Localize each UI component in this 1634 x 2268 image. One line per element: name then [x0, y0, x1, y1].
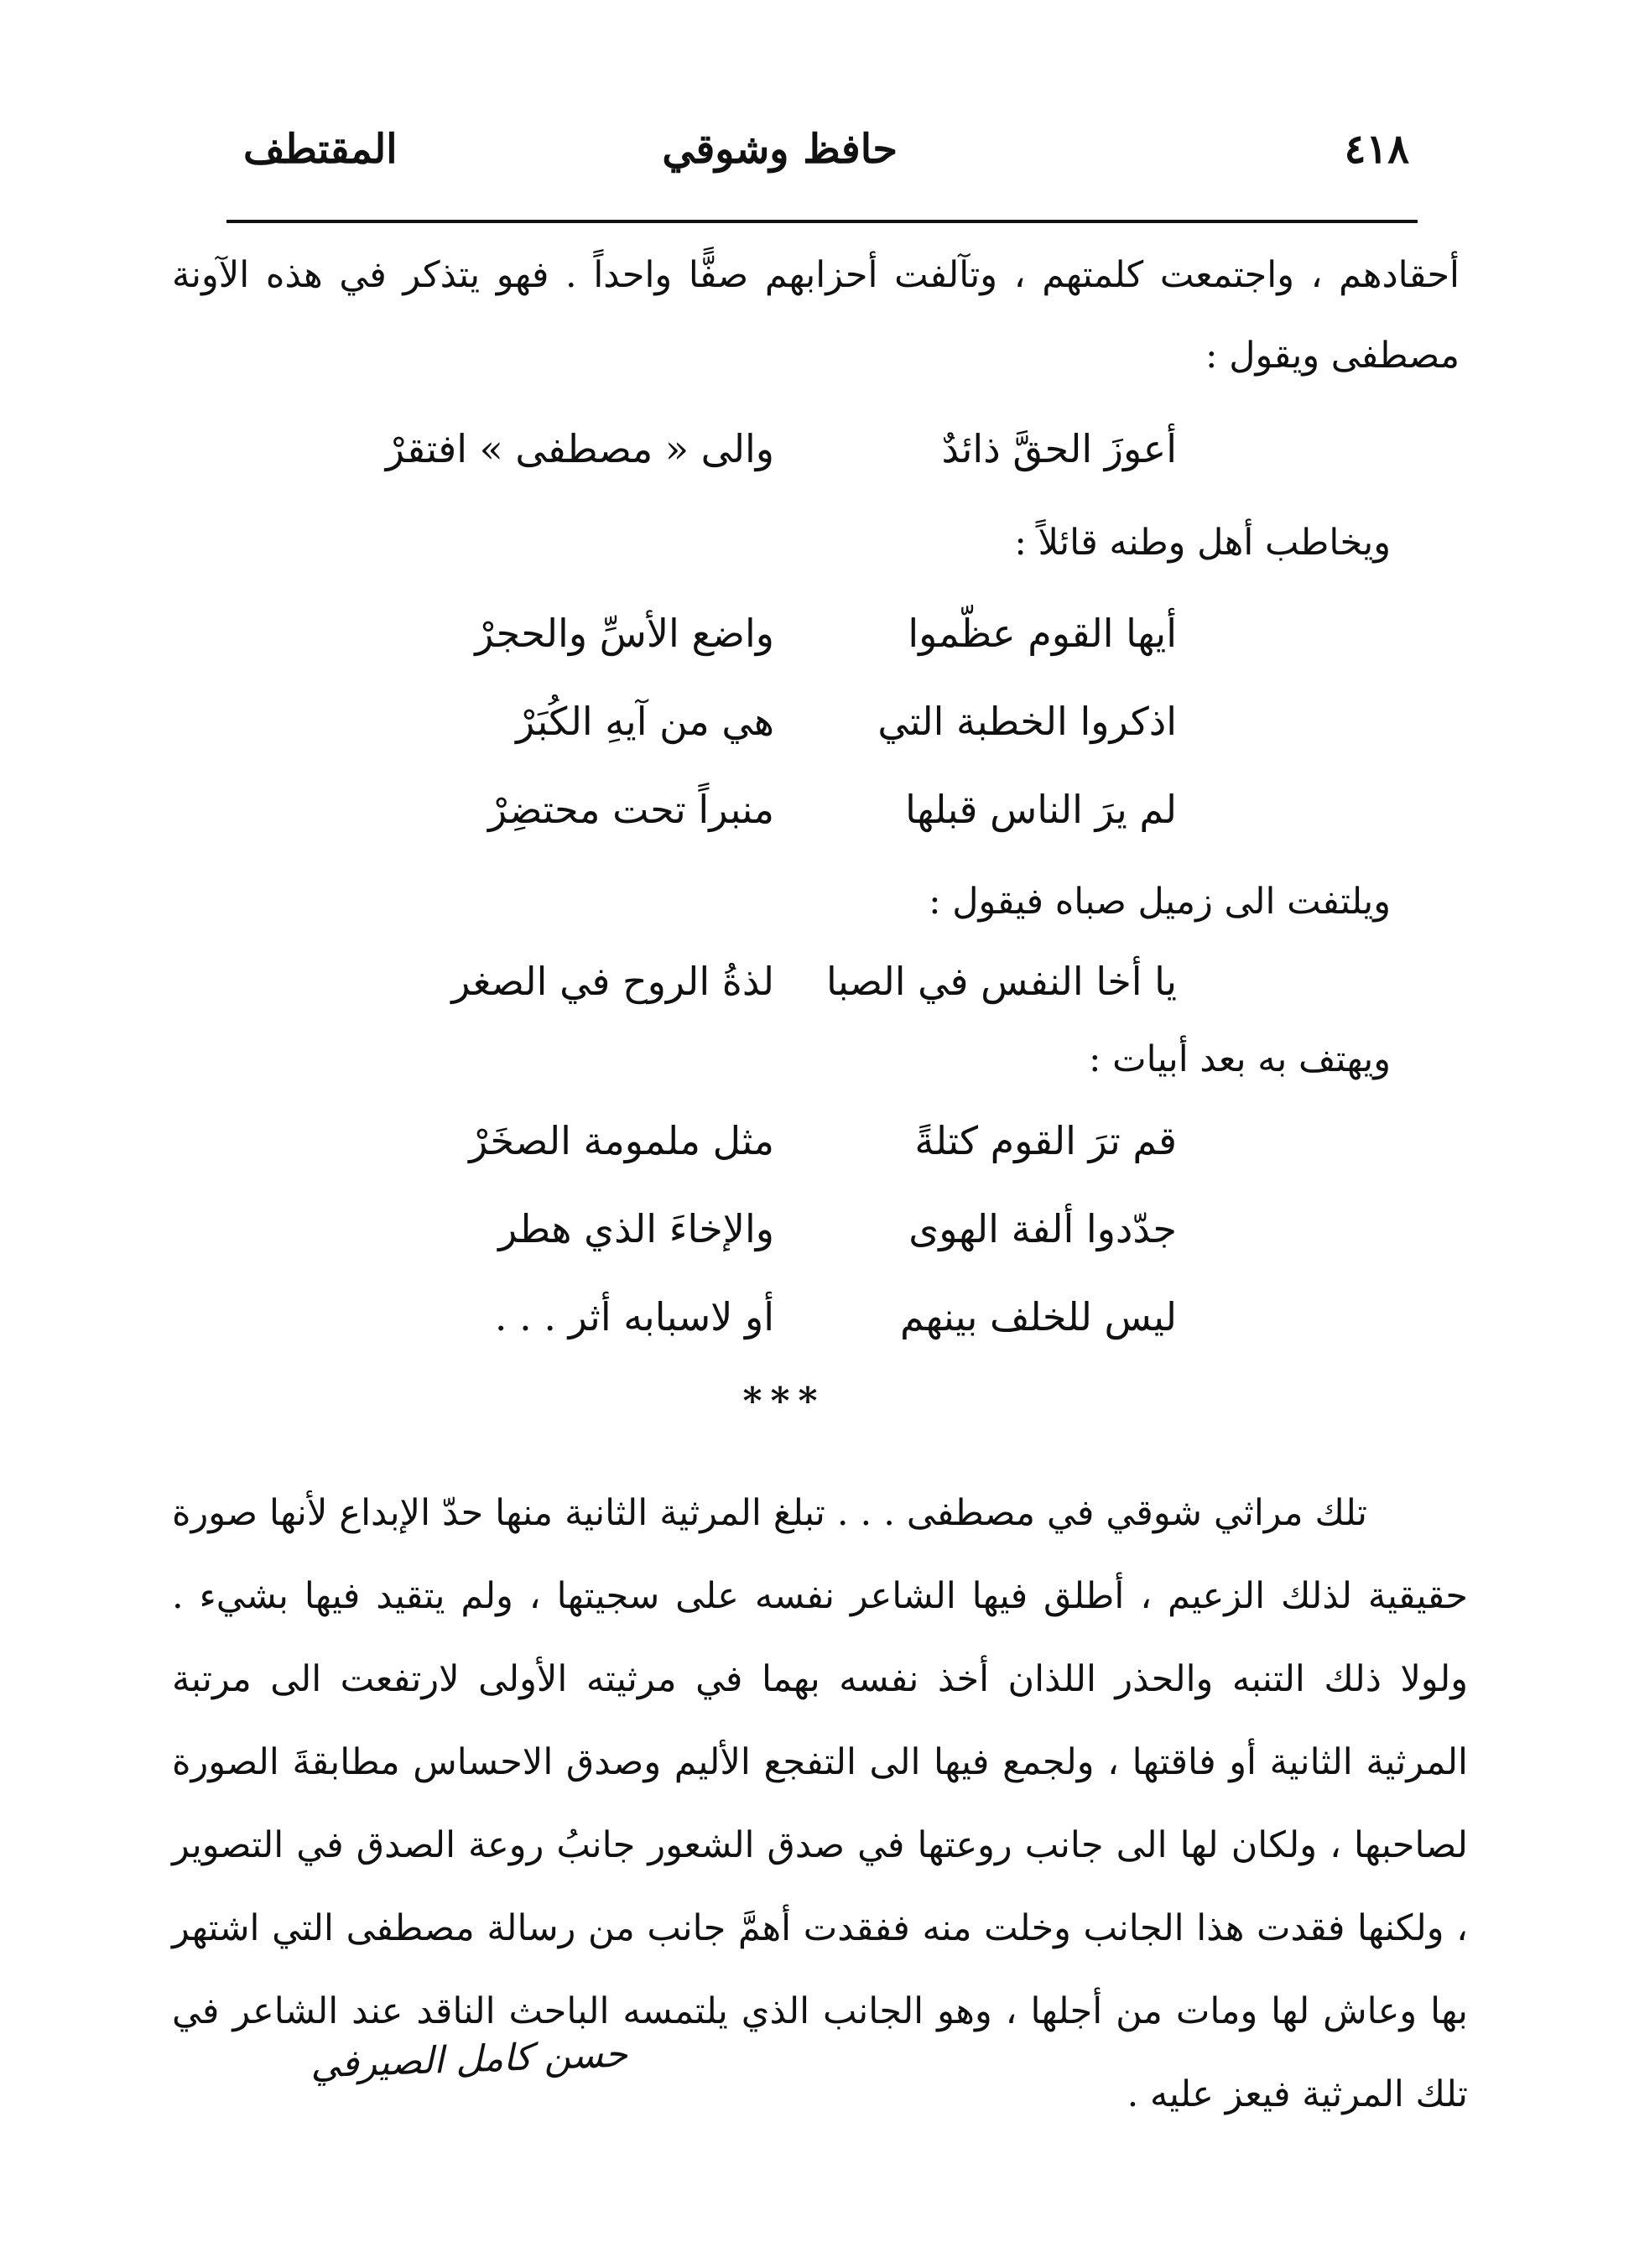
verse-hemistich-first: جدّدوا ألفة الهوى: [908, 1206, 1177, 1251]
header-rule: [226, 220, 1418, 223]
verse-intro: ويهتف به بعد أبيات :: [1089, 1038, 1391, 1080]
verse-line: [439, 600, 1177, 667]
verse-line: [385, 415, 1177, 482]
verse-intro: ويخاطب أهل وطنه قائلاً :: [1014, 522, 1391, 564]
verse-hemistich-first: قم ترَ القوم كتلةً: [914, 1118, 1177, 1163]
verse-hemistich-second: مثل ملمومة الصخَرْ: [469, 1118, 774, 1163]
verse-intro: ويلتفت الى زميل صباه فيقول :: [929, 881, 1391, 923]
verse-hemistich-first: ليس للخلف بينهم: [900, 1294, 1177, 1339]
verse-hemistich-first: يا أخا النفس في الصبا: [825, 959, 1177, 1004]
page-header: [226, 126, 1409, 185]
verse-hemistich-second: أو لاسبابه أثر . . .: [494, 1294, 774, 1339]
paragraph-body-text: تلك مراثي شوقي في مصطفى . . . تبلغ المرثية الثانية منها حدّ الإبداع لأنها صورة حقيقية لذلك الزعيم ، أطلق فيها الشاعر نفسه على سجيتها ، ولم يتقيد فيها بشيء . ولولا ذلك التنبه والحذر اللذان أخذ نفسه بهما في مرثيته الأولى لارتفعت الى مرتبة المرثية الثانية أو فاقتها ، ولجمع فيها الى التفجع الأليم وصدق الاحساس مطابقةَ الصورة لصاحبها ، ولكان لها الى جانب روعتها في صدق الشعور جانبُ روعة الصدق في التصوير ، ولكنها فقدت هذا الجانب وخلت منه ففقدت أهمَّ جانب من رسالة مصطفى التي اشتهر بها وعاش لها ومات من أجلها ، وهو الجانب الذي يلتمسه الباحث الناقد عند الشاعر في تلك المرثية فيعز عليه .: [172, 1492, 1468, 2115]
verse-line: [439, 948, 1177, 1015]
paragraph-body: [172, 1472, 1468, 2136]
verse-hemistich-second: هي من آيهِ الكُبَرْ: [516, 699, 774, 744]
journal-name: المقتطف: [243, 126, 398, 173]
verse-hemistich-second: واضع الأسِّ والحجرْ: [475, 611, 774, 656]
section-separator: ***: [742, 1380, 826, 1423]
verse-hemistich-second: لذةُ الروح في الصغر: [451, 959, 774, 1004]
verse-hemistich-second: منبراً تحت محتضِرْ: [488, 787, 774, 832]
verse-hemistich-first: اذكروا الخطبة التي: [877, 699, 1177, 744]
running-title: حافظ وشوقي: [662, 126, 898, 173]
author-signature: حسن كامل الصيرفي: [310, 2032, 628, 2087]
paragraph-intro: أحقادهم ، واجتمعت كلمتهم ، وتآلفت أحزابهم صفًّا واحداً . فهو يتذكر في هذه الآونة مصطفى ويقول :: [172, 254, 1460, 377]
verse-line: [439, 776, 1177, 843]
verse-hemistich-second: والى « مصطفى » افتقرْ: [385, 426, 774, 471]
verse-line: [439, 1107, 1177, 1174]
verse-hemistich-first: أيها القوم عظّموا: [908, 611, 1177, 656]
verse-line: [439, 1195, 1177, 1262]
verse-hemistich-second: والإخاءَ الذي هطر: [498, 1206, 774, 1251]
page-number: ٤١٨: [1344, 126, 1409, 173]
verse-line: [439, 1283, 1177, 1350]
verse-line: [439, 688, 1177, 755]
verse-hemistich-first: لم يرَ الناس قبلها: [905, 787, 1177, 832]
verse-hemistich-first: أعوزَ الحقَّ ذائدٌ: [941, 426, 1177, 471]
